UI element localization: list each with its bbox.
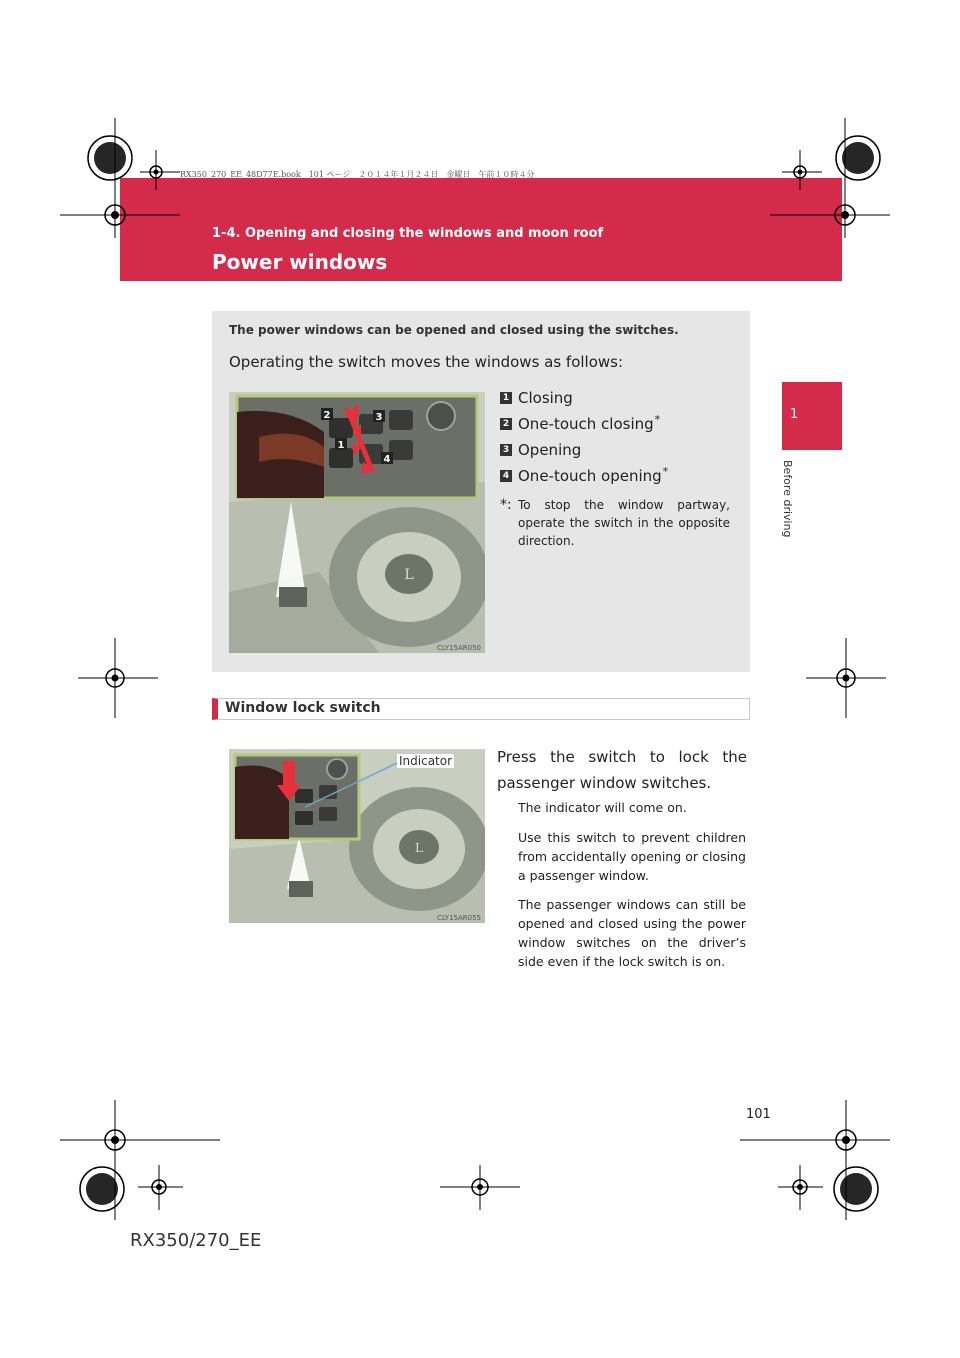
svg-text:1: 1 [337,440,345,451]
operation-list [500,387,730,491]
crosshair-icon [140,150,180,190]
intro-lead: The power windows can be opened and closed using the switches. [229,323,679,337]
crosshair-icon [138,1165,183,1210]
figure-code: CLY15AR055 [436,914,481,922]
svg-text:2: 2 [323,410,331,421]
intro-text: Operating the switch moves the windows as follows: [229,353,624,371]
chapter-number: 1 [790,407,799,422]
list-item: 3 Opening [500,439,730,465]
chapter-label-box [780,460,810,560]
sunburst-mark-icon [834,132,884,182]
list-item: 2 One-touch closing* [500,413,730,439]
page-number: 101 [746,1107,771,1122]
subsection-title: Window lock switch [225,700,381,716]
svg-text:4: 4 [383,454,391,465]
lock-instruction: Press the switch to lock the passenger window switches. [497,748,747,792]
list-item: 4 One-touch opening* [500,465,730,491]
window-lock-figure [229,749,485,923]
page-title: Power windows [212,250,388,274]
model-code: RX350/270_EE [130,1230,262,1251]
indicator-label: Indicator [399,754,453,768]
note: The indicator will come on. [518,800,687,815]
list-item: 1 Closing [500,387,730,413]
crosshair-icon [778,1165,823,1210]
note: Use this switch to prevent children from accidentally opening or closing a passenger window. [518,830,746,883]
sunburst-mark-icon [86,132,146,192]
crosshair-icon [782,150,822,190]
note: The passenger windows can still be opened and closed using the power window switches on the driver’s side even if the lock switch is on. [518,897,746,969]
crosshair-icon [806,638,886,718]
file-note: RX350_270_EE_48D77E.book 101 ページ ２０１４年１月２４日 金曜日 午前１０時４分 [180,170,535,179]
window-switch-figure [229,392,485,653]
svg-text:3: 3 [375,412,383,423]
crosshair-icon [440,1165,520,1210]
crosshair-icon [78,638,158,718]
sunburst-mark-icon [78,1165,128,1215]
svg-text:L: L [404,567,414,583]
section-label: 1-4. Opening and closing the windows and moon roof [212,226,604,241]
svg-text:L: L [415,841,423,855]
figure-code: CLY15AR050 [436,644,481,652]
footnote: *: To stop the window partway, operate the switch in the opposite direction. [500,497,730,548]
chapter-label: Before driving [781,460,794,538]
sunburst-mark-icon [832,1165,882,1215]
